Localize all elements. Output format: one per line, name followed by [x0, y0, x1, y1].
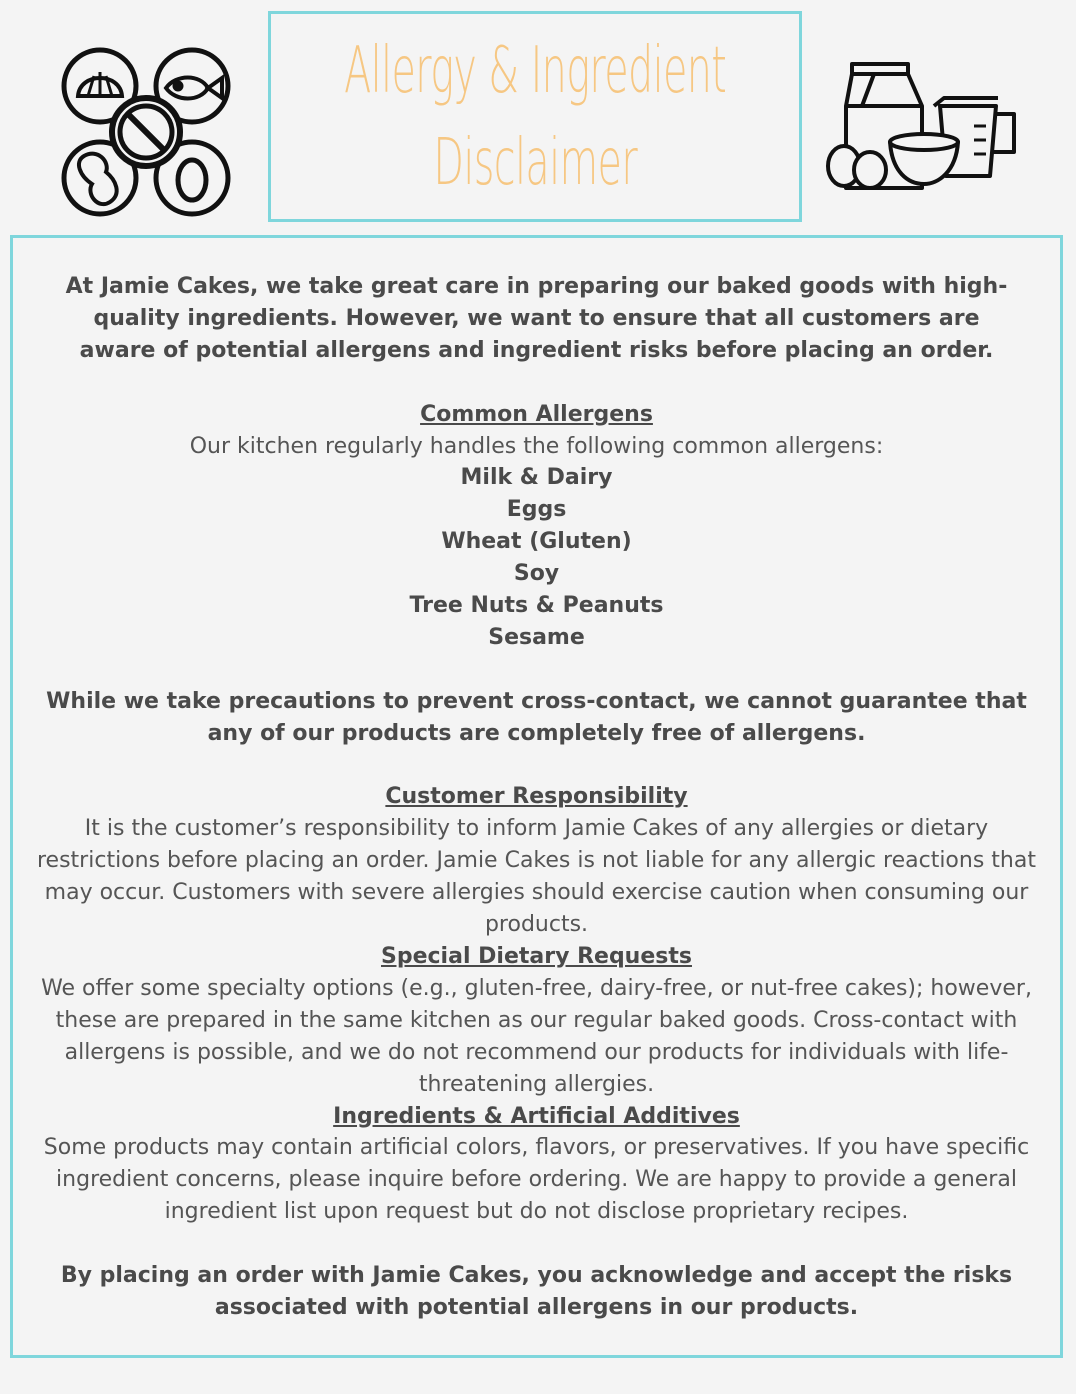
ingredients-body: Some products may contain artificial colors, flavors, or preservatives. If you have specific ingredient concerns, please inquire before ordering. We are happy to provide a general ingredient list upon request but do not disclose proprietary recipes.: [43, 1135, 1030, 1225]
customer-responsibility-body: It is the customer’s responsibility to inform Jamie Cakes of any allergies or dietary restrictions before placing an order. Jamie Cakes is not liable for any allergic reactions that may occur. Customers with severe allergies should exercise caution when consuming our products.: [37, 816, 1036, 938]
allergen-item: Sesame: [488, 624, 585, 650]
allergen-item: Tree Nuts & Peanuts: [409, 593, 664, 619]
ingredients-heading: Ingredients & Artificial Additives: [333, 1103, 740, 1129]
disclaimer-content: [13, 271, 1060, 1324]
allergen-item: Soy: [513, 561, 560, 587]
common-allergens-heading: Common Allergens: [420, 401, 653, 427]
common-allergens-lead: Our kitchen regularly handles the following common allergens:: [189, 433, 884, 459]
page-title-line-2: Disclaimer: [433, 125, 637, 200]
special-dietary-heading: Special Dietary Requests: [381, 943, 692, 969]
special-dietary-body: We offer some specialty options (e.g., gluten-free, dairy-free, or nut-free cakes); however, these are prepared in the same kitchen as our regular baked goods. Cross-contact with allergens is possible, and we do not recommend our products for individuals with life-threatening allergies.: [41, 975, 1032, 1097]
precaution-paragraph: While we take precautions to prevent cross-contact, we cannot guarantee that any of our products are completely free of allergens.: [46, 688, 1027, 746]
allergen-item: Wheat (Gluten): [441, 529, 632, 555]
title-box: [268, 11, 802, 222]
page-title-line-1: Allergy & Ingredient: [343, 33, 727, 108]
customer-responsibility-heading: Customer Responsibility: [385, 784, 688, 810]
allergen-symbols-icon: [58, 44, 234, 220]
allergen-item: Milk & Dairy: [460, 465, 613, 491]
closing-paragraph: By placing an order with Jamie Cakes, you acknowledge and accept the risks associated with potential allergens in our products.: [60, 1263, 1013, 1320]
allergen-item: Eggs: [506, 497, 567, 523]
disclaimer-box: [10, 235, 1063, 1358]
intro-paragraph: At Jamie Cakes, we take great care in preparing our baked goods with high-quality ingredients. However, we want to ensure that all customers are aware of potential allergens and ingredient risks before placing an order.: [65, 274, 1008, 363]
baking-ingredients-icon: [822, 56, 1024, 196]
